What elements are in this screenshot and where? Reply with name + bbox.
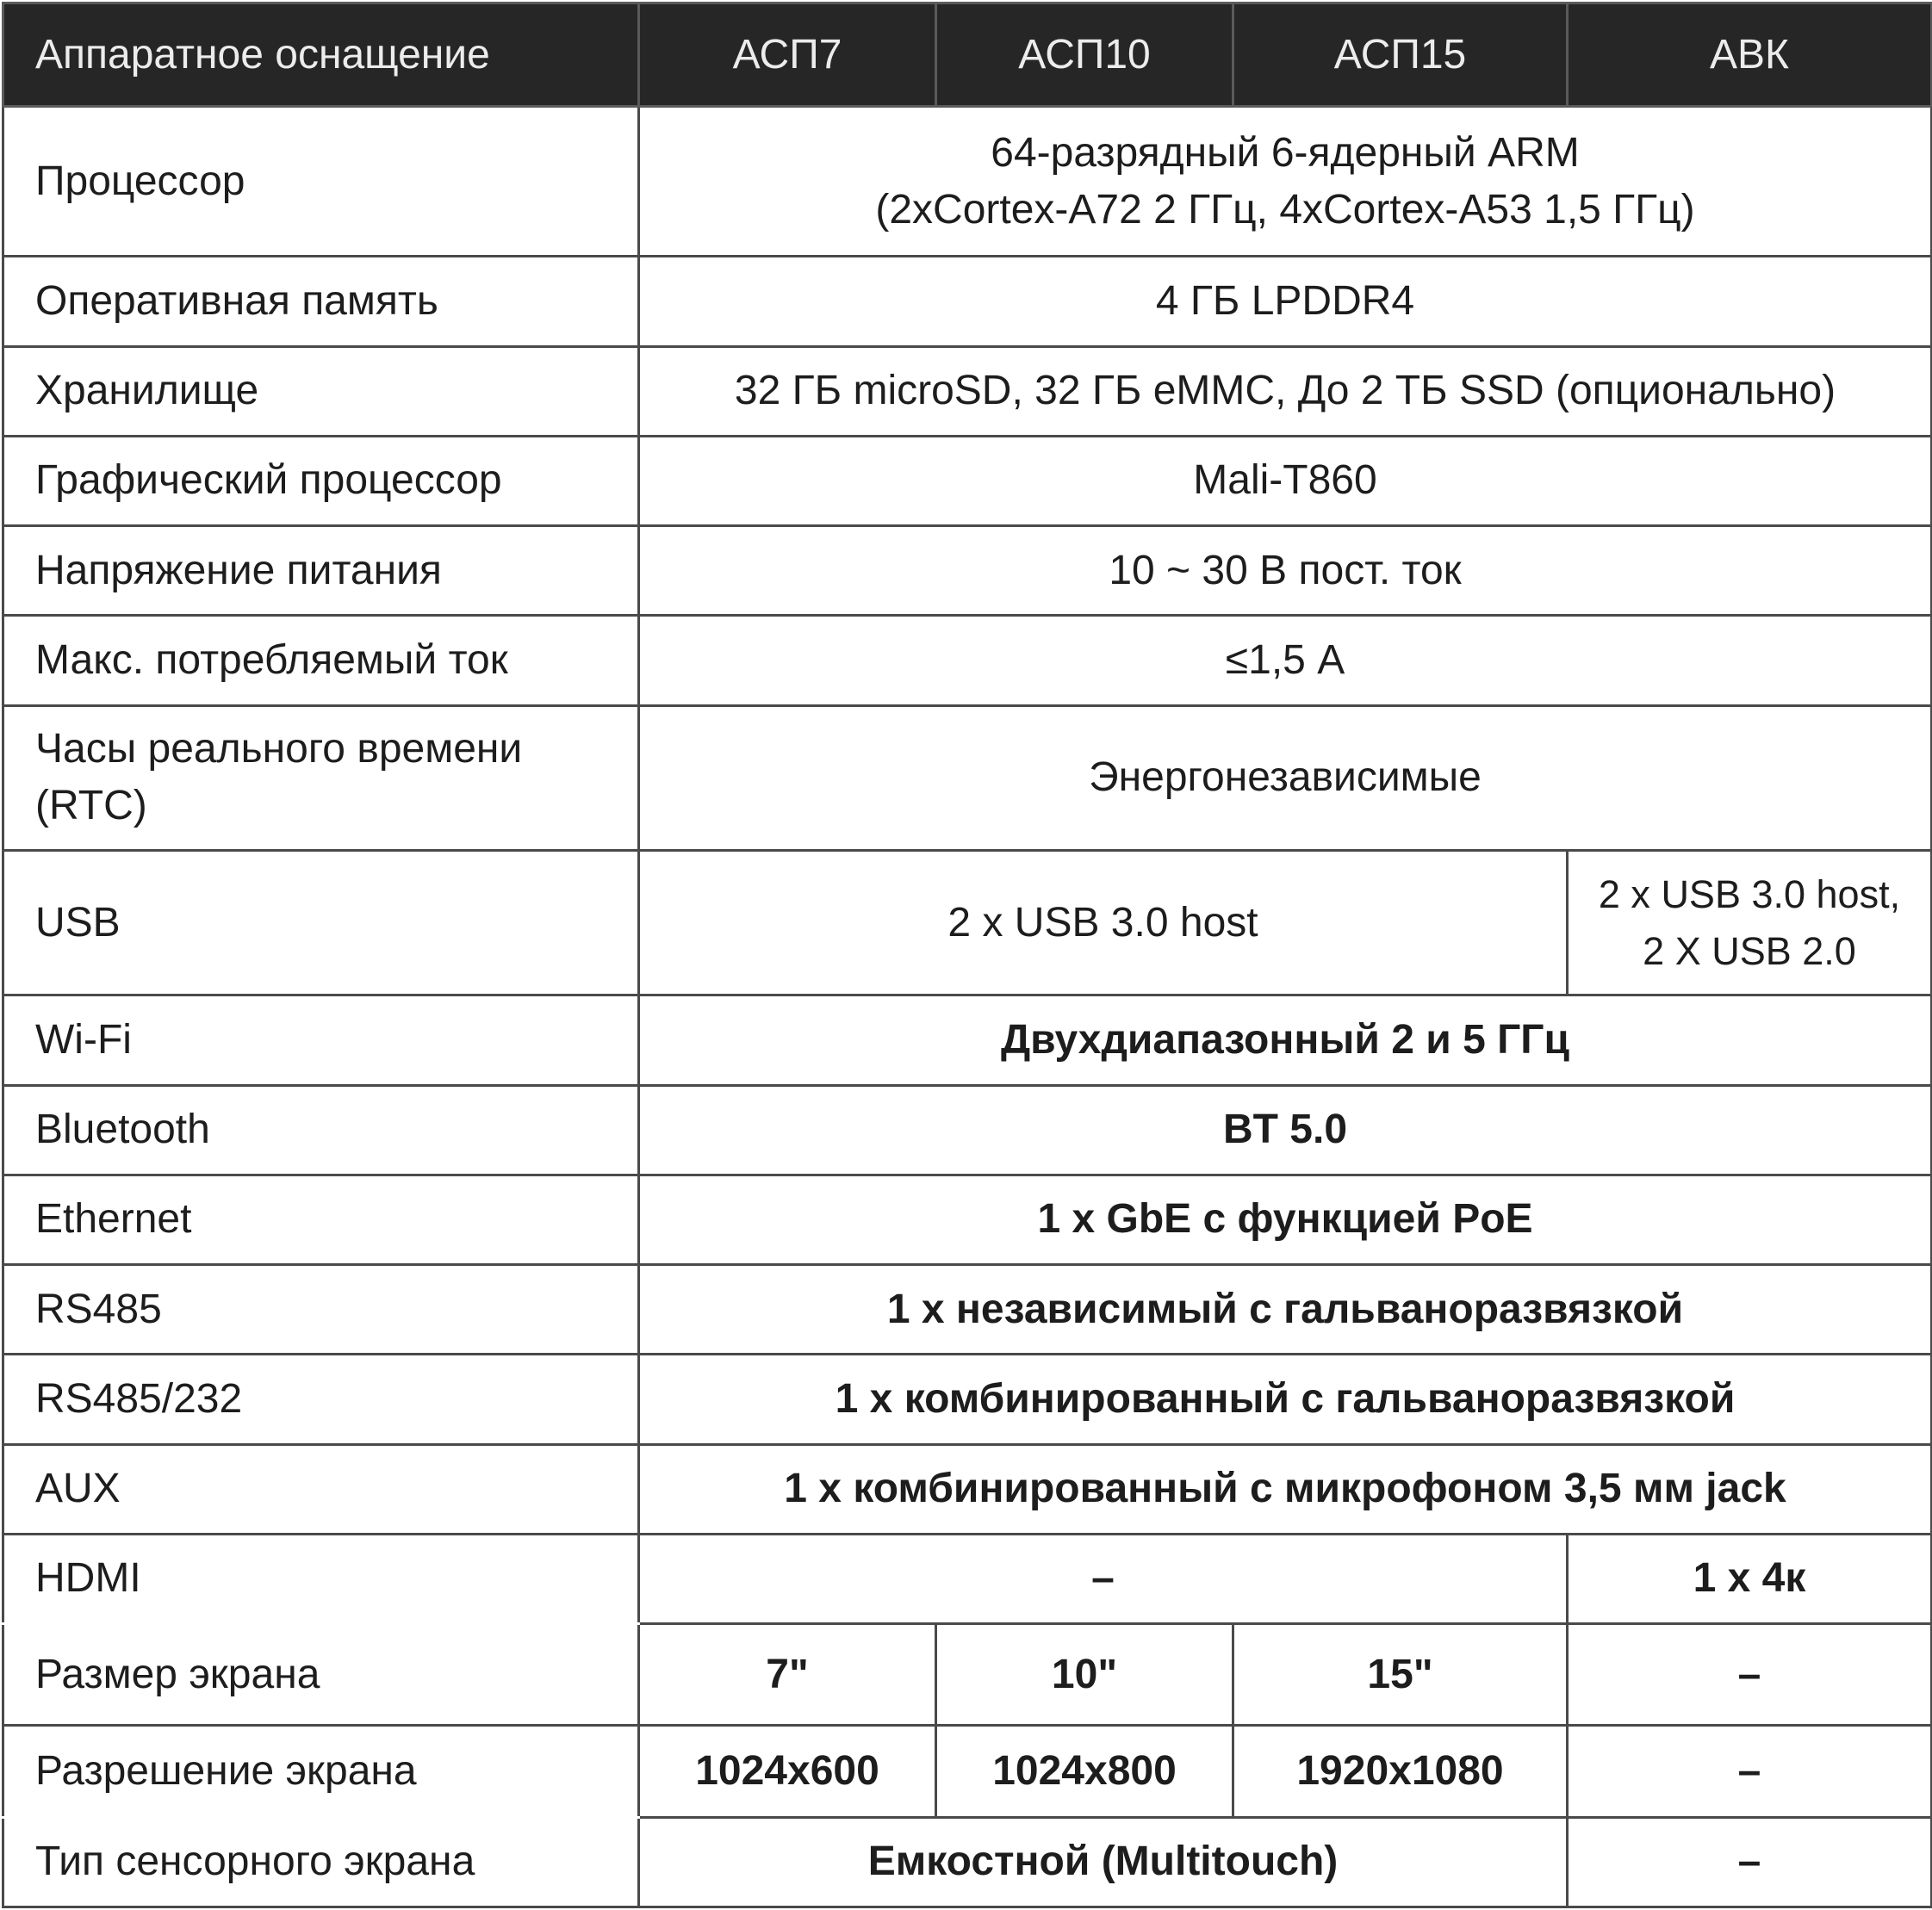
table-row [3,1444,1932,1534]
row-label-storage: Хранилище [3,346,639,436]
table-row [3,995,1932,1085]
table-row [3,705,1932,850]
header-col-avk: АВК [1568,3,1932,107]
row-label-gpu: Графический процессор [3,436,639,525]
ram-value: 4 ГБ LPDDR4 [639,257,1932,346]
voltage-value: 10 ~ 30 В пост. ток [639,526,1932,616]
usb-avk-line2: 2 X USB 2.0 [1643,928,1856,973]
table-row [3,436,1932,525]
header-col-asp10: АСП10 [936,3,1233,107]
row-label-rs485-232: RS485/232 [3,1355,639,1444]
hardware-spec-table [2,2,1932,1908]
table-row [3,257,1932,346]
rtc-label-line2: (RTC) [35,783,147,829]
row-label-cpu: Процессор [3,107,639,257]
hdmi-value-avk: 1 x 4к [1568,1534,1932,1623]
table-row [3,346,1932,436]
usb-avk-line1: 2 x USB 3.0 host, [1598,871,1901,916]
screen-size-avk: – [1568,1624,1932,1726]
row-label-ethernet: Ethernet [3,1175,639,1264]
table-row [3,107,1932,257]
wifi-value: Двухдиапазонный 2 и 5 ГГц [639,995,1932,1085]
header-row [3,3,1932,107]
row-label-bluetooth: Bluetooth [3,1085,639,1175]
table-row [3,616,1932,705]
resolution-asp15: 1920x1080 [1233,1726,1568,1817]
rs485-232-value: 1 x комбинированный с гальваноразвязкой [639,1355,1932,1444]
touch-value-asp: Емкостной (Multitouch) [639,1817,1568,1907]
row-label-aux: AUX [3,1444,639,1534]
row-label-screen-size: Размер экрана [3,1624,639,1726]
row-label-wifi: Wi-Fi [3,995,639,1085]
resolution-asp7: 1024x600 [639,1726,936,1817]
table-row [3,1726,1932,1817]
current-value: ≤1,5 А [639,616,1932,705]
row-label-rs485: RS485 [3,1265,639,1355]
storage-value: 32 ГБ microSD, 32 ГБ eMMC, До 2 ТБ SSD (опционально) [639,346,1932,436]
table-row [3,1817,1932,1907]
hdmi-value-asp: – [639,1534,1568,1623]
header-col-asp15: АСП15 [1233,3,1568,107]
screen-size-asp15: 15" [1233,1624,1568,1726]
touch-value-avk: – [1568,1817,1932,1907]
ethernet-value: 1 x GbE с функцией PoE [639,1175,1932,1264]
table-row [3,850,1932,995]
header-label: Аппаратное оснащение [3,3,639,107]
usb-value-avk [1568,850,1932,995]
screen-size-asp10: 10" [936,1624,1233,1726]
table-row [3,1265,1932,1355]
aux-value: 1 x комбинированный с микрофоном 3,5 мм jack [639,1444,1932,1534]
screen-size-asp7: 7" [639,1624,936,1726]
table-row [3,1534,1932,1623]
rs485-value: 1 x независимый с гальваноразвязкой [639,1265,1932,1355]
usb-value-asp: 2 x USB 3.0 host [639,850,1568,995]
row-label-resolution: Разрешение экрана [3,1726,639,1817]
table-row [3,1175,1932,1264]
table-row [3,1355,1932,1444]
row-label-touch: Тип сенсорного экрана [3,1817,639,1907]
gpu-value: Mali-T860 [639,436,1932,525]
cpu-value [639,107,1932,257]
row-label-ram: Оперативная память [3,257,639,346]
row-label-usb: USB [3,850,639,995]
resolution-asp10: 1024x800 [936,1726,1233,1817]
cpu-value-line1: 64-разрядный 6-ядерный ARM [991,129,1580,176]
row-label-rtc [3,705,639,850]
cpu-value-line2: (2xCortex-A72 2 ГГц, 4xCortex-A53 1,5 ГГц) [875,186,1695,233]
rtc-value: Энергонезависимые [639,705,1932,850]
row-label-voltage: Напряжение питания [3,526,639,616]
table-row [3,1085,1932,1175]
row-label-current: Макс. потребляемый ток [3,616,639,705]
rtc-label-line1: Часы реального времени [35,726,523,772]
header-col-asp7: АСП7 [639,3,936,107]
resolution-avk: – [1568,1726,1932,1817]
table-row [3,1624,1932,1726]
table-row [3,526,1932,616]
bluetooth-value: BT 5.0 [639,1085,1932,1175]
row-label-hdmi: HDMI [3,1534,639,1623]
